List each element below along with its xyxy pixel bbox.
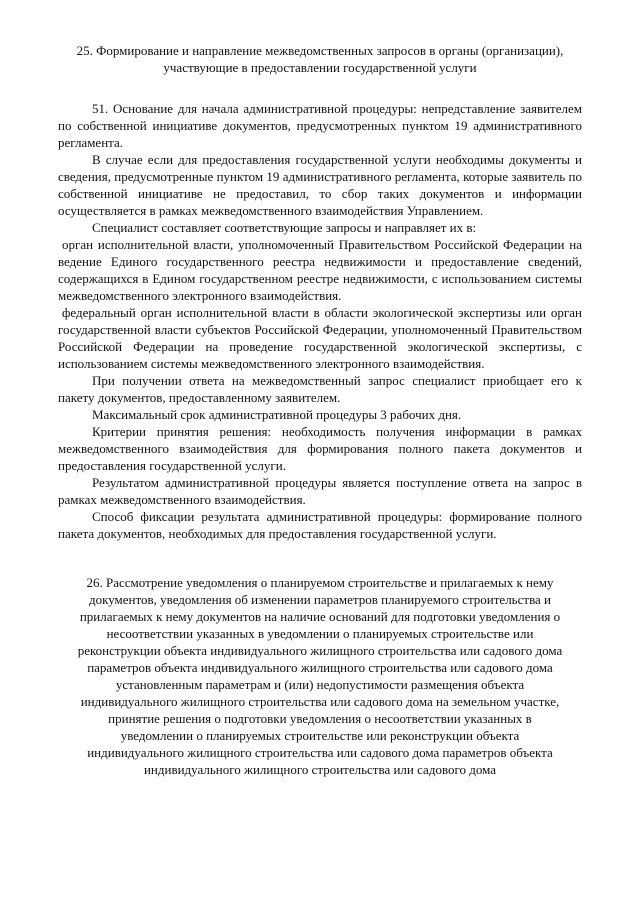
paragraph-recipient-ecology: федеральный орган исполнительной власти в области экологической экспертизы или орган государственной власти субъектов Российской Федерации, уполномоченный Правительством Российской Федерации на проведение государственной экологической экспертизы, с использованием системы межведомственного электронного взаимодействия.: [58, 305, 582, 371]
paragraph-specialist-requests: Специалист составляет соответствующие запросы и направляет их в:: [92, 220, 477, 235]
paragraph-procedure-result: Результатом административной процедуры является поступление ответа на запрос в рамках межведомственного взаимодействия.: [58, 475, 582, 507]
paragraph-max-term: Максимальный срок административной процедуры 3 рабочих дня.: [92, 407, 462, 422]
section-25-heading: 25. Формирование и направление межведомственных запросов в органы (организации), участвующие в предоставлении государственной услуги: [76, 43, 564, 75]
section-25-body: [58, 100, 582, 542]
paragraph-interagency-collection: В случае если для предоставления государственной услуги необходимы документы и сведения, предусмотренные пунктом 19 административного регламента, которые заявитель по собственной инициативе не предоставил, то сбор таких документов и информации осуществляется в рамках межведомственного взаимодействия Управлением.: [58, 152, 582, 218]
paragraph-result-fixation: Способ фиксации результата административной процедуры: формирование полного пакета документов, необходимых для предоставления государственной услуги.: [58, 509, 582, 541]
paragraph-recipient-registry: орган исполнительной власти, уполномоченный Правительством Российской Федерации на ведение Единого государственного реестра недвижимости и предоставление сведений, содержащихся в Едином государственном реестре недвижимости, с использованием системы межведомственного электронного взаимодействия.: [58, 237, 582, 303]
paragraph-51-basis: 51. Основание для начала административной процедуры: непредставление заявителем по собственной инициативе документов, предусмотренных пунктом 19 административного регламента.: [58, 101, 582, 150]
section-26-heading: 26. Рассмотрение уведомления о планируемом строительстве и прилагаемых к нему документов, уведомления об изменении параметров планируемого строительства и прилагаемых к нему документов на наличие оснований для подготовки уведомления о несоответствии указанных в уведомлении о планируемых строительстве или реконструкции объекта индивидуального жилищного строительства или садового дома параметров объекта индивидуального жилищного строительства или садового дома установленным параметрам и (или) недопустимости размещения объекта индивидуального жилищного строительства или садового дома на земельном участке, принятие решения о подготовки уведомления о несоответствии указанных в уведомлении о планируемых строительстве или реконструкции объекта индивидуального жилищного строительства или садового дома параметров объекта индивидуального жилищного строительства или садового дома: [77, 575, 563, 777]
paragraph-response-attach: При получении ответа на межведомственный запрос специалист приобщает его к пакету документов, предоставленному заявителем.: [58, 373, 582, 405]
paragraph-decision-criteria: Критерии принятия решения: необходимость получения информации в рамках межведомственного взаимодействия для формирования полного пакета документов и предоставления государственной услуги.: [58, 424, 582, 473]
